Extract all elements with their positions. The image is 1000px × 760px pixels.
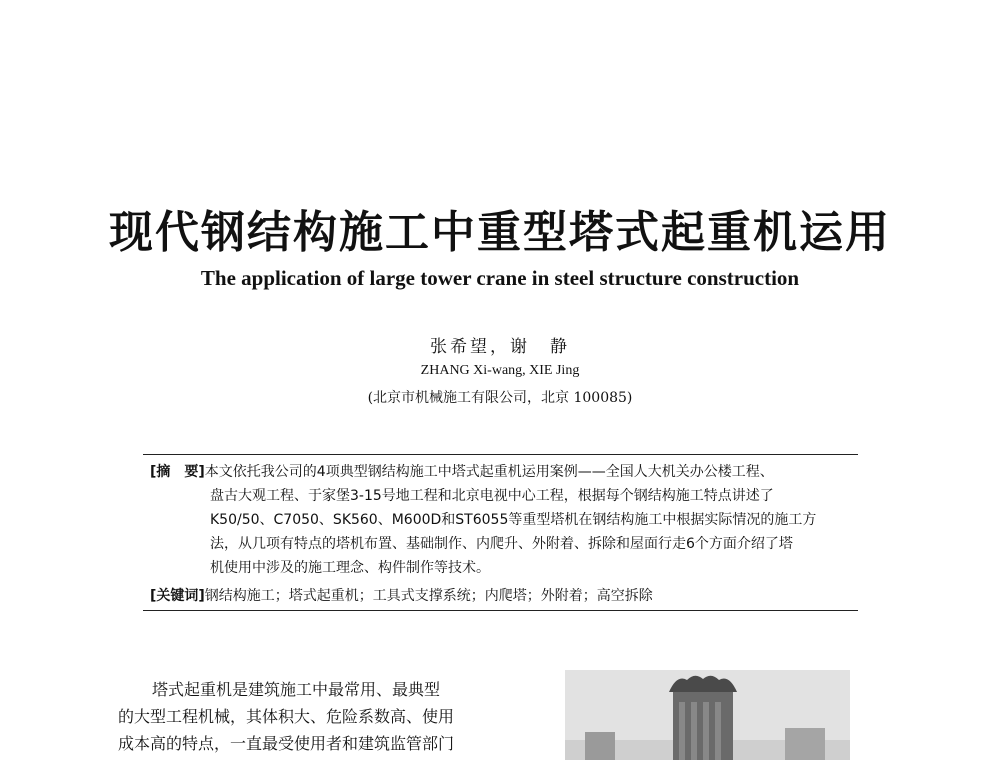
abstract-line: K50/50、C7050、SK560、M600D和ST6055等重型塔机在钢结构施工中根据实际情况的施工方 [210,512,817,528]
affiliation: (北京市机械施工有限公司，北京 100085) [367,390,633,406]
abstract-text: 本文依托我公司的4项典型钢结构施工中塔式起重机运用案例——全国人大机关办公楼工程、 [204,464,774,480]
body-line: 塔式起重机是建筑施工中最常用、最典型 [152,680,441,699]
abstract-line: 机使用中涉及的施工理念、构件制作等技术。 [210,560,490,576]
paper-title-chinese: 现代钢结构施工中重型塔式起重机运用 [109,207,891,258]
abstract-bottom-rule [143,610,858,611]
abstract-line [150,460,858,484]
abstract-line: 法，从几项有特点的塔机布置、基础制作、内爬升、外附着、拆除和屋面行走6个方面介绍了塔 [210,536,793,552]
authors-english: ZHANG Xi-wang, XIE Jing [420,363,580,378]
photo-window-column [679,702,685,760]
paper-title-english: The application of large tower crane in steel structure construction [200,266,800,290]
keywords-block [150,585,858,607]
keywords-label: [关键词] [150,588,205,604]
building-photo-image [565,670,850,760]
authors-chinese: 张希望，谢 静 [430,337,570,357]
photo-window-column [691,702,697,760]
building-photo [565,670,850,760]
abstract-block [150,460,858,580]
photo-window-column [703,702,709,760]
body-paragraph [118,676,498,757]
abstract-top-rule [143,454,858,455]
photo-low-building [785,728,825,760]
photo-window-column [715,702,721,760]
photo-low-building [585,732,615,760]
abstract-label: [摘 要] [150,464,205,480]
body-line: 的大型工程机械，其体积大、危险系数高、使用 [118,707,455,726]
abstract-line: 盘古大观工程、于家堡3-15号地工程和北京电视中心工程，根据每个钢结构施工特点讲述了 [210,488,774,504]
body-line: 成本高的特点，一直最受使用者和建筑监管部门 [118,734,455,753]
keywords-text: 钢结构施工；塔式起重机；工具式支撑系统；内爬塔；外附着；高空拆除 [204,588,653,604]
